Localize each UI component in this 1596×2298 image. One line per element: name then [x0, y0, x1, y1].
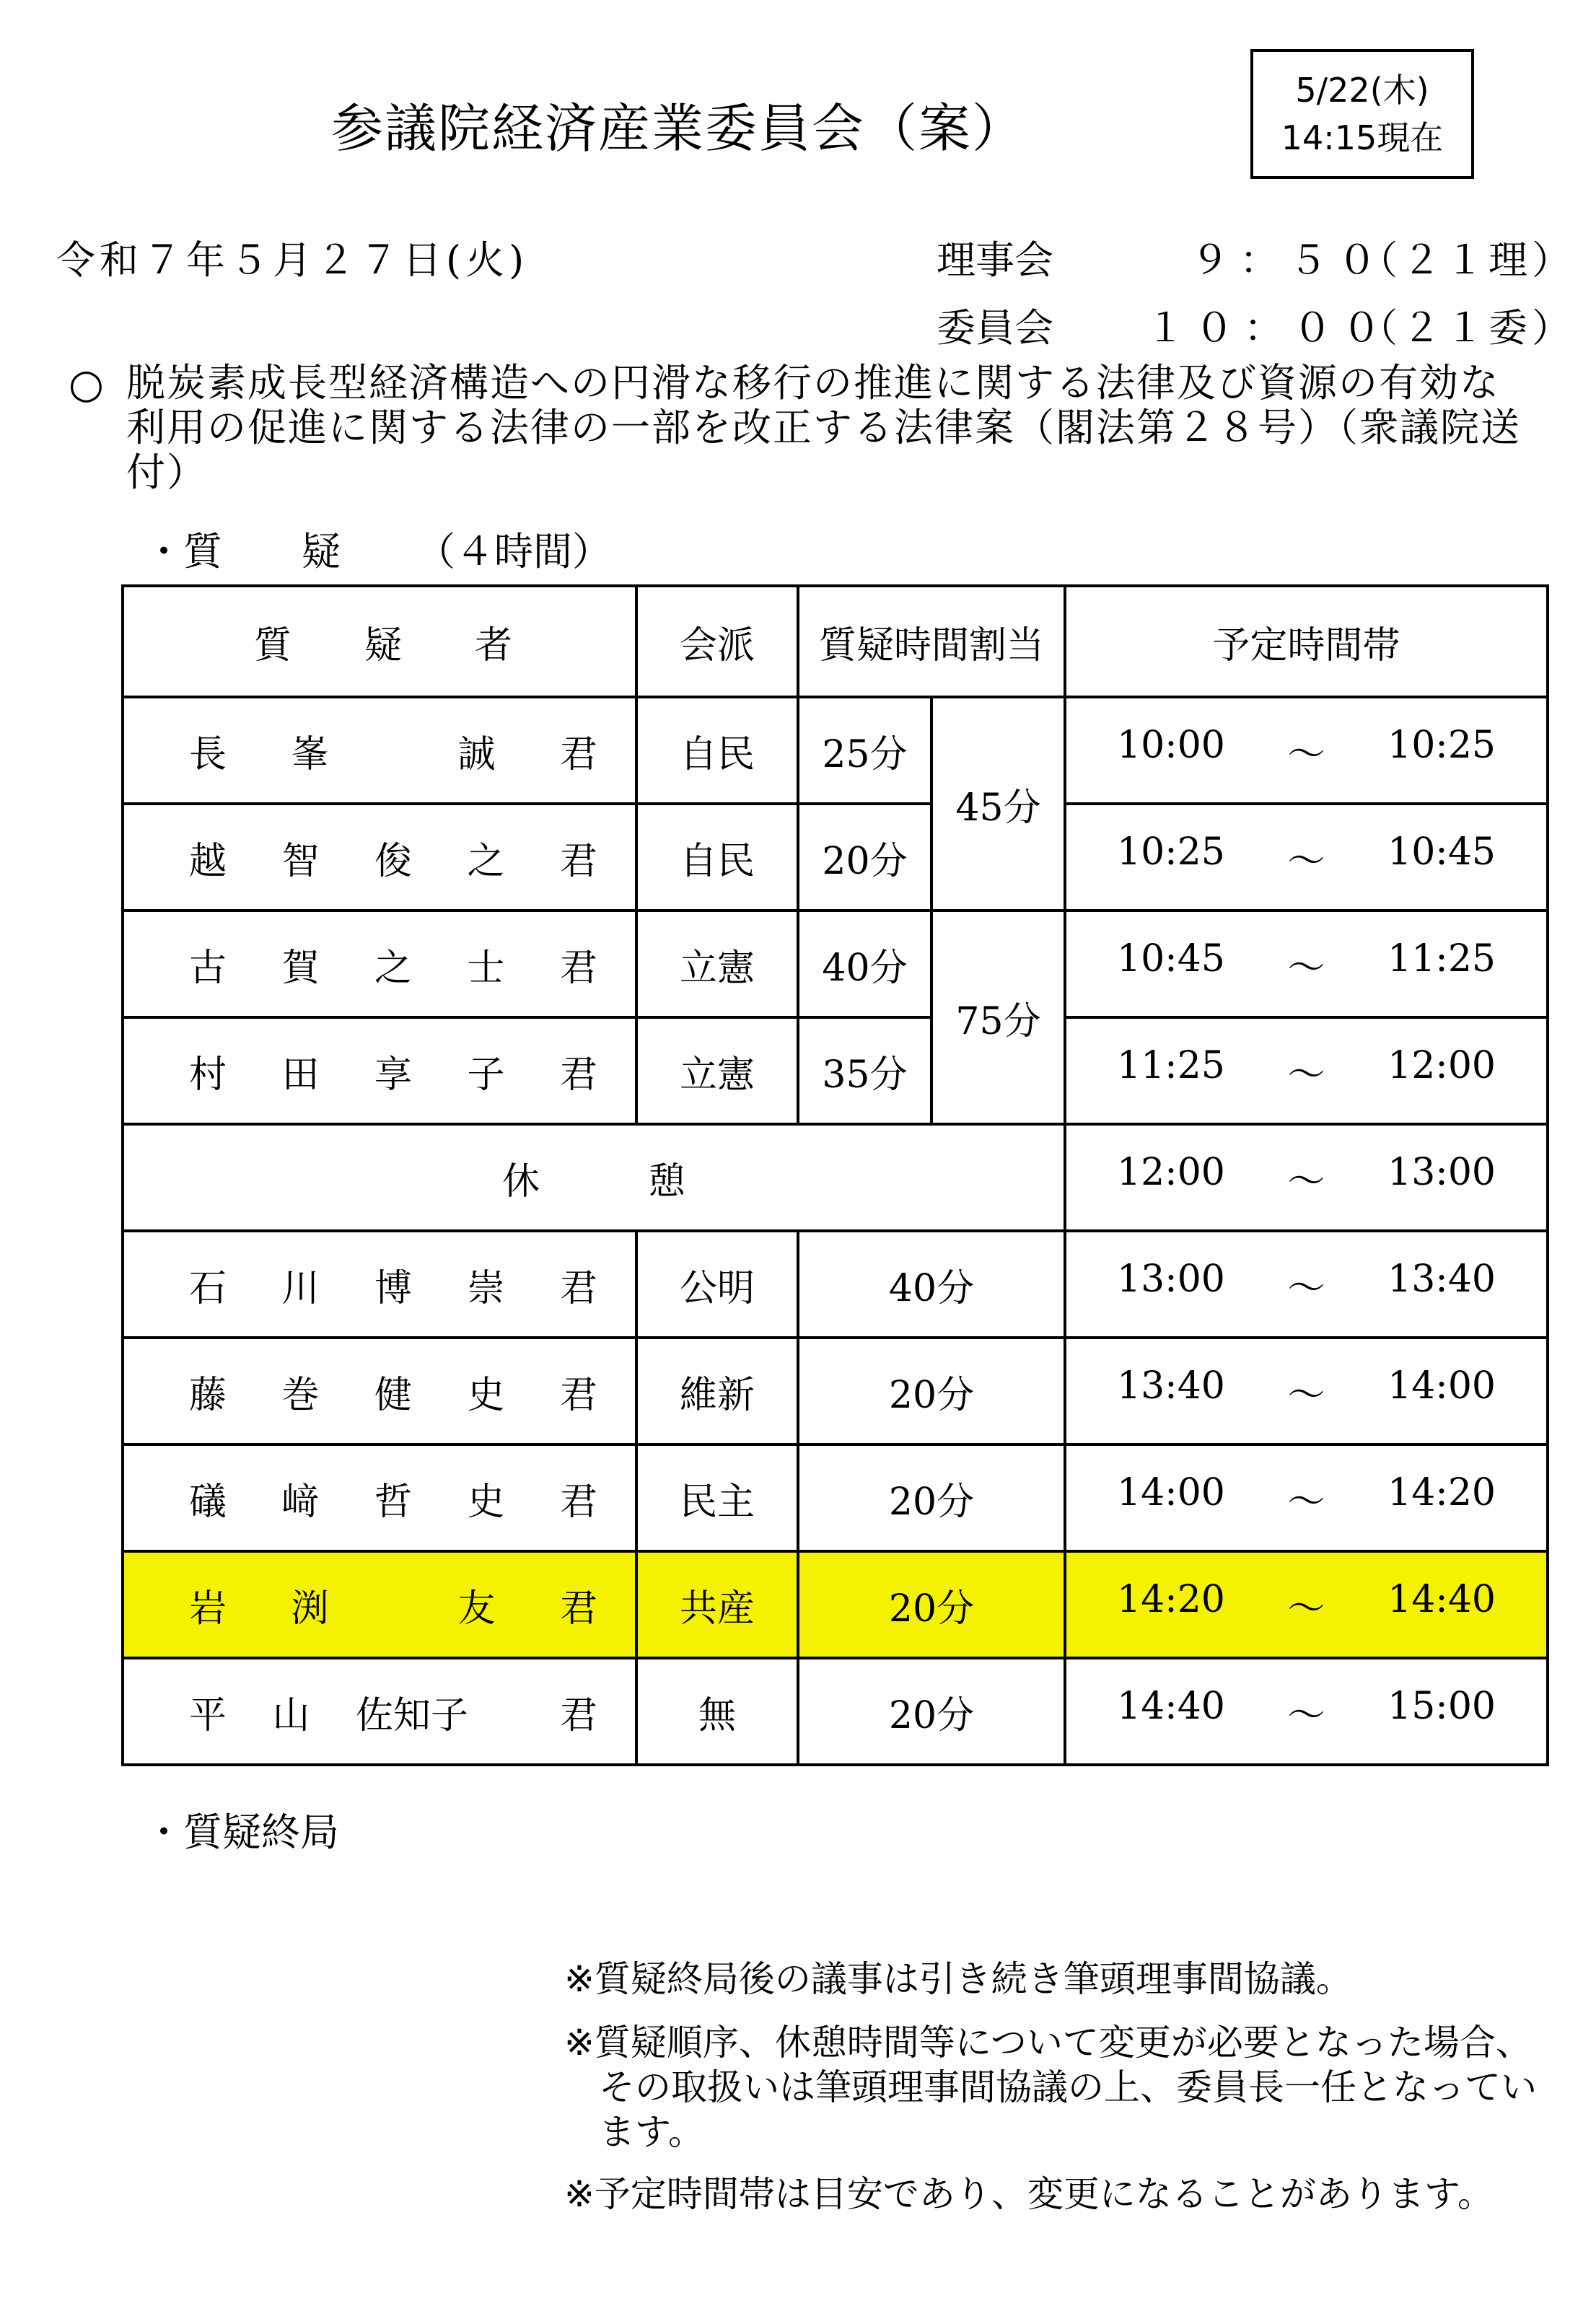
table-row [123, 1658, 1548, 1765]
timeslot [1066, 1685, 1546, 1739]
header-questioner-char: 疑 [364, 623, 402, 667]
timeslot [1066, 937, 1546, 991]
name-part: 渕 [291, 1587, 329, 1631]
timeslot [1066, 1471, 1546, 1525]
minutes-cell: 20分 [798, 1658, 1065, 1765]
group-total-cell: 75分 [931, 911, 1065, 1124]
name-part: 巻 [281, 1373, 320, 1417]
range-separator: 〜 [1287, 1053, 1325, 1097]
stamp-time: 14:15現在 [1281, 118, 1444, 157]
table-row [123, 1231, 1548, 1338]
questioner-name [124, 1578, 635, 1632]
timeslot-cell [1065, 1658, 1548, 1765]
range-separator: 〜 [1287, 1266, 1325, 1310]
table-header-row [123, 586, 1548, 697]
questioner-name [124, 1471, 635, 1525]
questioner-cell [123, 1017, 636, 1124]
questioner-cell [123, 1338, 636, 1444]
qa-duration: （４時間） [416, 529, 611, 574]
name-part: 賀 [281, 946, 320, 990]
name-part: 村 [189, 1053, 227, 1097]
timeslot-cell [1065, 804, 1548, 911]
minutes-cell: 35分 [798, 1017, 931, 1124]
header-questioner [123, 586, 636, 697]
committee-meeting-time: １０：００ [1146, 305, 1391, 351]
name-part: 川 [281, 1266, 320, 1310]
name-part: 之 [374, 946, 412, 990]
break-label [124, 1151, 1064, 1205]
name-part: 健 [374, 1373, 412, 1417]
questioner-cell [123, 911, 636, 1017]
minutes-cell: 20分 [798, 1551, 1065, 1658]
timeslot [1066, 1578, 1546, 1632]
timeslot-cell [1065, 911, 1548, 1017]
name-part: 君 [559, 732, 597, 776]
name-part: 崇 [467, 1266, 505, 1310]
timeslot-cell [1065, 697, 1548, 804]
timeslot [1066, 1044, 1546, 1098]
timeslot [1066, 724, 1546, 778]
name-part: 博 [374, 1266, 412, 1310]
qa-heading [144, 521, 611, 576]
timeslot [1066, 1364, 1546, 1418]
note-2: ※質疑順序、休憩時間等について変更が必要となった場合、その取扱いは筆頭理事間協議の上、委員長一任となっています。 [564, 2022, 1537, 2153]
faction-cell: 民主 [636, 1444, 798, 1551]
start-time: 13:00 [1117, 1257, 1225, 1301]
range-separator: 〜 [1287, 1480, 1325, 1524]
break-label-char: 憩 [648, 1159, 686, 1203]
minutes-cell: 20分 [798, 804, 931, 911]
status-stamp [1250, 49, 1474, 179]
table-row [123, 697, 1548, 804]
start-time: 11:25 [1117, 1043, 1225, 1087]
bill-bullet: ○ [69, 361, 104, 408]
minutes-cell: 25分 [798, 697, 931, 804]
end-time: 10:25 [1387, 723, 1496, 767]
name-part: 君 [559, 1587, 597, 1631]
name-part: 子 [467, 1053, 505, 1097]
name-part: 史 [467, 1373, 505, 1417]
range-separator: 〜 [1287, 1159, 1325, 1203]
timeslot-cell [1065, 1338, 1548, 1444]
faction-cell: 立憲 [636, 911, 798, 1017]
break-cell [123, 1124, 1065, 1231]
end-time: 11:25 [1387, 937, 1496, 981]
question-schedule-table [121, 584, 1549, 1766]
questioner-name [124, 1364, 635, 1418]
timeslot-cell [1065, 1231, 1548, 1338]
timeslot-cell [1065, 1551, 1548, 1658]
header-allocation: 質疑時間割当 [798, 586, 1065, 697]
name-part: 礒 [189, 1480, 227, 1524]
name-part: 山 [272, 1693, 310, 1737]
name-part: 藤 [189, 1373, 227, 1417]
questioner-cell [123, 1231, 636, 1338]
name-part: 君 [559, 839, 597, 883]
name-part: 誠 [457, 732, 496, 776]
break-label-char: 休 [501, 1159, 540, 1203]
break-row [123, 1124, 1548, 1231]
end-time: 14:40 [1387, 1577, 1496, 1621]
name-part: 君 [559, 1693, 597, 1737]
name-part: 之 [467, 839, 505, 883]
end-time: 12:00 [1387, 1043, 1496, 1087]
table-row [123, 804, 1548, 911]
page-title: 参議院経済産業委員会（案） [330, 98, 1025, 159]
faction-cell: 自民 [636, 804, 798, 911]
questioner-name [124, 1044, 635, 1098]
start-time: 12:00 [1117, 1150, 1225, 1194]
start-time: 14:40 [1117, 1684, 1225, 1728]
name-part: 友 [457, 1587, 496, 1631]
name-part: 君 [559, 1373, 597, 1417]
table-row [123, 1551, 1548, 1658]
name-part: 石 [189, 1266, 227, 1310]
name-part: 享 [374, 1053, 412, 1097]
header-timeslot: 予定時間帯 [1065, 586, 1548, 697]
name-part: 佐知子 [356, 1693, 469, 1737]
name-part: 平 [189, 1693, 227, 1737]
name-part: 哲 [374, 1480, 412, 1524]
questioner-cell [123, 1551, 636, 1658]
end-time: 13:00 [1387, 1150, 1496, 1194]
name-part: 長 [189, 732, 227, 776]
questioner-name [124, 937, 635, 991]
table-row [123, 1017, 1548, 1124]
name-part: 君 [559, 1266, 597, 1310]
end-time: 10:45 [1387, 830, 1496, 874]
meeting-date: 令和７年５月２７日(火) [56, 237, 529, 283]
end-time: 13:40 [1387, 1257, 1496, 1301]
range-separator: 〜 [1287, 1693, 1325, 1737]
note-3: ※予定時間帯は目安であり、変更になることがあります。 [564, 2173, 1494, 2215]
name-part: 俊 [374, 839, 412, 883]
questioner-cell [123, 1444, 636, 1551]
committee-meeting-label: 委員会 [937, 305, 1053, 351]
start-time: 13:40 [1117, 1364, 1225, 1408]
start-time: 10:25 [1117, 830, 1225, 874]
questioner-name [124, 1685, 635, 1739]
timeslot [1066, 1258, 1546, 1312]
minutes-cell: 40分 [798, 1231, 1065, 1338]
start-time: 14:00 [1117, 1470, 1225, 1514]
range-separator: 〜 [1287, 1587, 1325, 1631]
name-part: 君 [559, 1053, 597, 1097]
timeslot-cell [1065, 1017, 1548, 1124]
note-1: ※質疑終局後の議事は引き続き筆頭理事間協議。 [564, 1958, 1352, 2000]
name-part: 史 [467, 1480, 505, 1524]
board-meeting-code: （２１理） [1359, 237, 1575, 283]
minutes-cell: 40分 [798, 911, 931, 1017]
name-part: 君 [559, 946, 597, 990]
stamp-date: 5/22(木) [1295, 71, 1429, 110]
end-time: 14:20 [1387, 1470, 1496, 1514]
header-questioner-char: 者 [474, 623, 512, 667]
qa-heading-char-2: 疑 [302, 529, 341, 574]
start-time: 10:45 [1117, 937, 1225, 981]
questioner-name [124, 830, 635, 885]
timeslot-cell [1065, 1124, 1548, 1231]
faction-cell: 公明 [636, 1231, 798, 1338]
questioner-name [124, 724, 635, 778]
questioner-cell [123, 1658, 636, 1765]
header-faction: 会派 [636, 586, 798, 697]
minutes-cell: 20分 [798, 1338, 1065, 1444]
qa-bullet: ・ [144, 529, 183, 574]
name-part: 越 [189, 839, 227, 883]
questioner-name [124, 1258, 635, 1312]
start-time: 10:00 [1117, 723, 1225, 767]
board-meeting-time: ９：５０ [1191, 237, 1387, 283]
timeslot [1066, 830, 1546, 885]
group-total-cell: 45分 [931, 697, 1065, 911]
qa-heading-char-1: 質 [183, 529, 222, 574]
qa-end-label: ・質疑終局 [144, 1810, 339, 1855]
name-part: 岩 [189, 1587, 227, 1631]
timeslot [1066, 1151, 1546, 1205]
header-questioner-char: 質 [254, 623, 292, 667]
name-part: 君 [559, 1480, 597, 1524]
timeslot-cell [1065, 1444, 1548, 1551]
start-time: 14:20 [1117, 1577, 1225, 1621]
questioner-cell [123, 697, 636, 804]
end-time: 14:00 [1387, 1364, 1496, 1408]
committee-meeting-code: （２１委） [1359, 305, 1575, 351]
faction-cell: 維新 [636, 1338, 798, 1444]
range-separator: 〜 [1287, 732, 1325, 776]
range-separator: 〜 [1287, 946, 1325, 990]
table-row [123, 1444, 1548, 1551]
name-part: 峯 [291, 732, 329, 776]
table-row [123, 911, 1548, 1017]
bill-title: 脱炭素成長型経済構造への円滑な移行の推進に関する法律及び資源の有効な利用の促進に関する法律の一部を改正する法律案（閣法第２８号）（衆議院送付） [126, 360, 1521, 495]
name-part: 士 [467, 946, 505, 990]
name-part: 智 [281, 839, 320, 883]
name-part: 田 [281, 1053, 320, 1097]
faction-cell: 共産 [636, 1551, 798, 1658]
table-row [123, 1338, 1548, 1444]
name-part: 古 [189, 946, 227, 990]
range-separator: 〜 [1287, 839, 1325, 883]
name-part: 﨑 [281, 1480, 320, 1524]
end-time: 15:00 [1387, 1684, 1496, 1728]
minutes-cell: 20分 [798, 1444, 1065, 1551]
questioner-cell [123, 804, 636, 911]
faction-cell: 無 [636, 1658, 798, 1765]
faction-cell: 立憲 [636, 1017, 798, 1124]
faction-cell: 自民 [636, 697, 798, 804]
range-separator: 〜 [1287, 1373, 1325, 1417]
board-meeting-label: 理事会 [937, 237, 1053, 283]
